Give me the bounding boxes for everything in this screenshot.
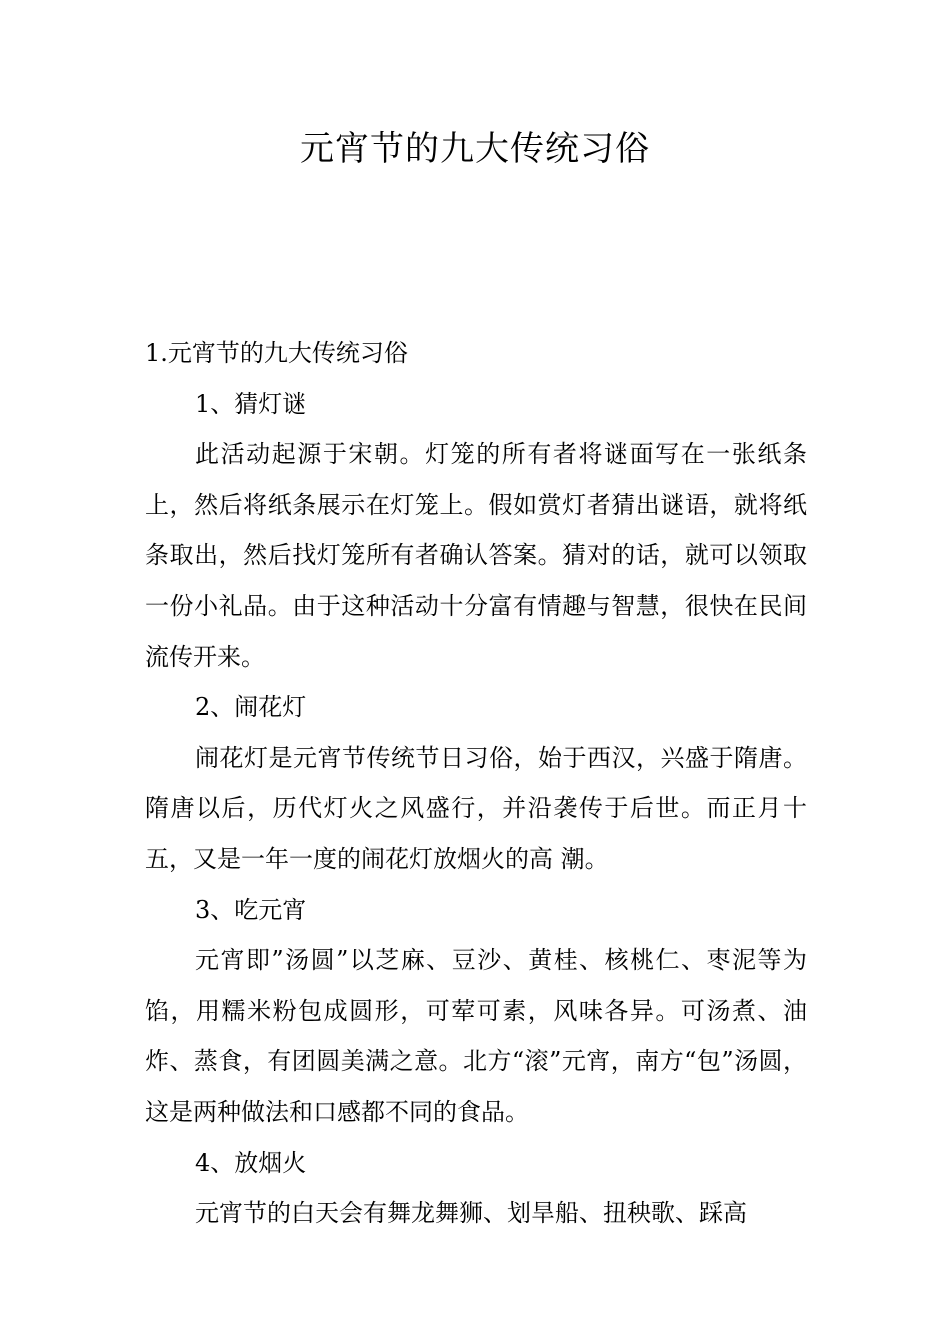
item-heading-yuanxiao: 3、吃元宵: [195, 895, 307, 924]
item-paragraph-riddles: 此活动起源于宋朝。灯笼的所有者将谜面写在一张纸条上，然后将纸条展示在灯笼上。假如赏灯者猜出谜语，就将纸条取出，然后找灯笼所有者确认答案。猜对的话，就可以领取一份小礼品。由于这种活动十分富有情趣与智慧，很快在民间流传开来。: [145, 440, 807, 671]
item-paragraph-fireworks: 元宵节的白天会有舞龙舞狮、划旱船、扭秧歌、踩高: [195, 1199, 747, 1228]
item-heading-fireworks: 4、放烟火: [195, 1148, 307, 1177]
document-title: 元宵节的九大传统习俗: [300, 129, 650, 169]
section-heading: 1.元宵节的九大传统习俗: [145, 339, 408, 367]
document-body: [145, 328, 807, 1239]
item-paragraph-yuanxiao: 元宵即”汤圆”以芝麻、豆沙、黄桂、核桃仁、枣泥等为馅，用糯米粉包成圆形，可荤可素，风味各异。可汤煮、油炸、蒸食，有团圆美满之意。北方“滚”元宵，南方“包”汤圆，这是两种做法和口感都不同的食品。: [145, 946, 807, 1126]
item-paragraph-lanterns: 闹花灯是元宵节传统节日习俗，始于西汉，兴盛于隋唐。隋唐以后，历代灯火之风盛行，并沿袭传于后世。而正月十五，又是一年一度的闹花灯放烟火的高 潮。: [145, 743, 807, 873]
item-heading-lanterns: 2、闹花灯: [195, 693, 307, 722]
item-heading-riddles: 1、猜灯谜: [195, 389, 307, 418]
